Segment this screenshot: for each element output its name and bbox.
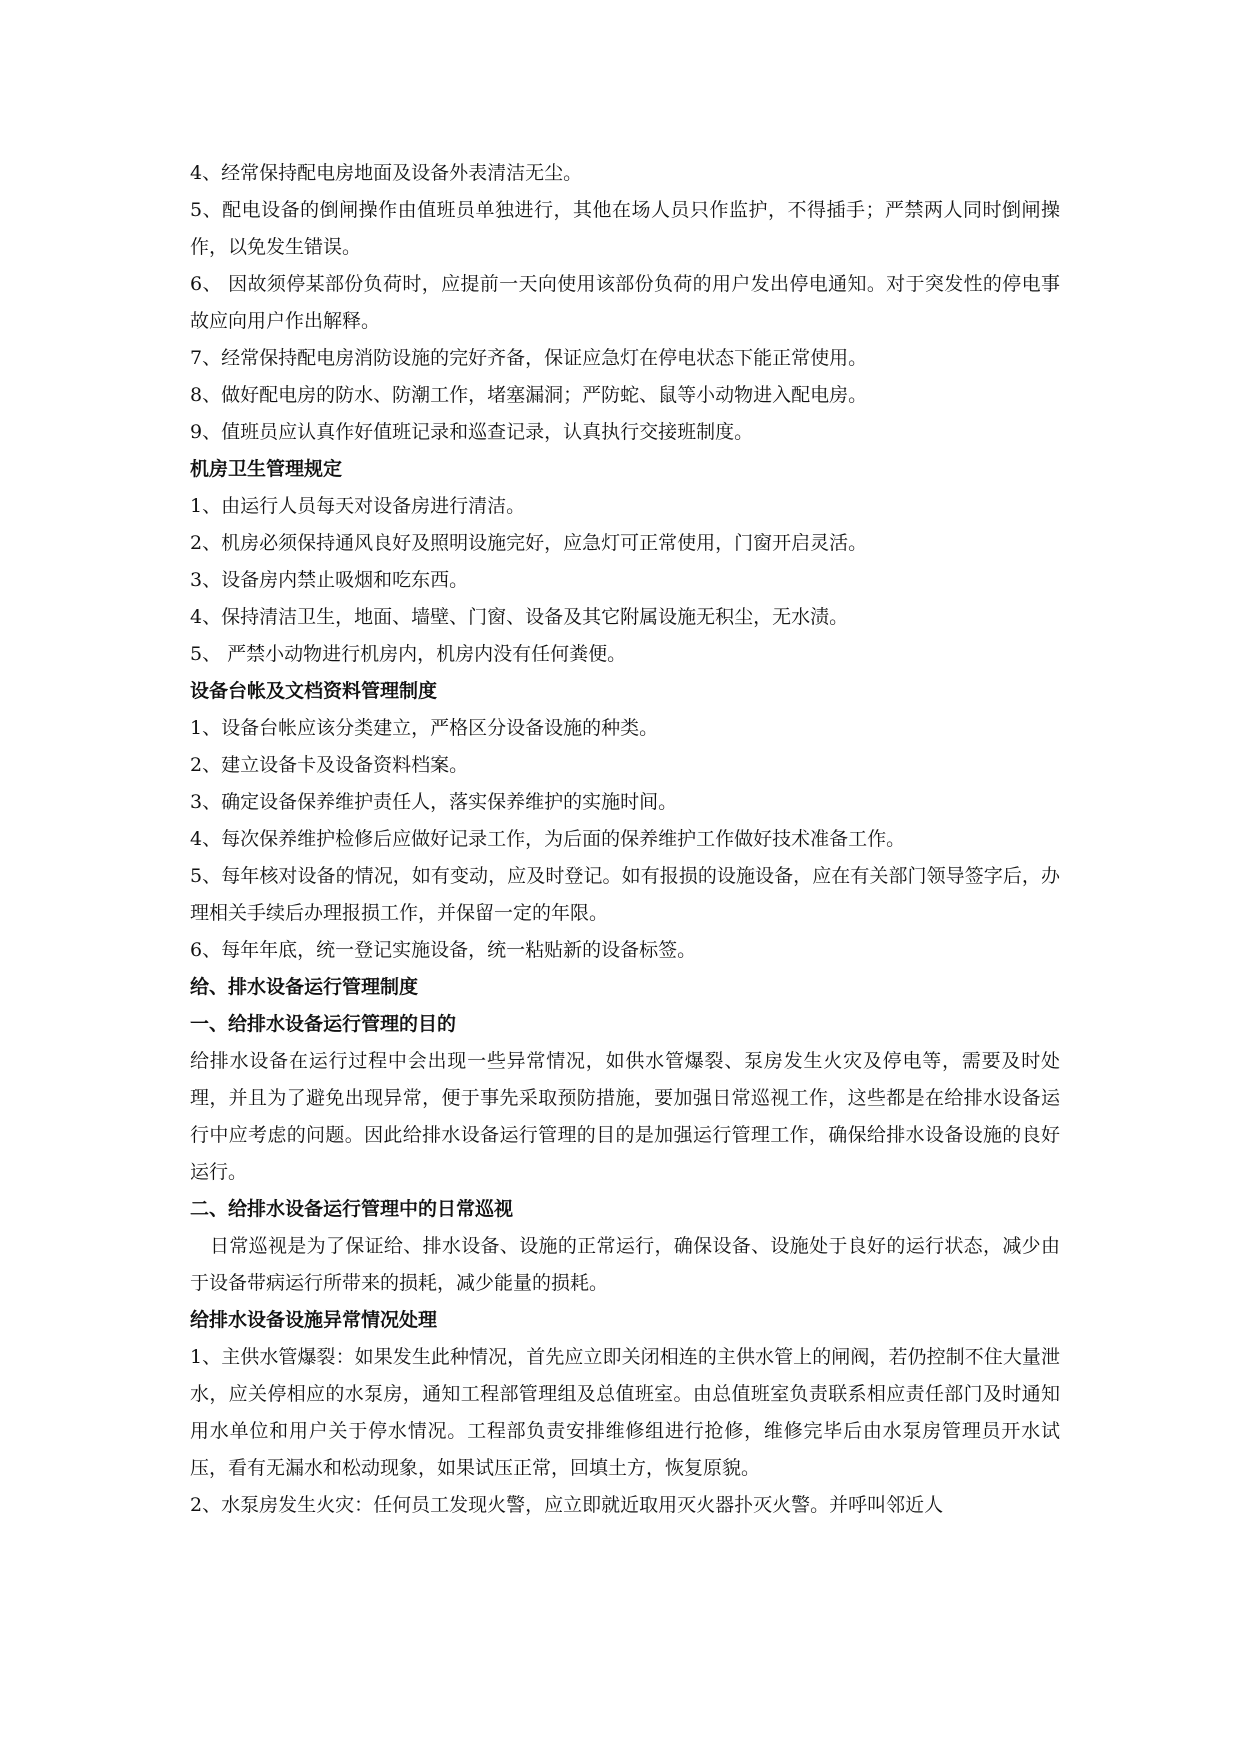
paragraph: 1、主供水管爆裂：如果发生此种情况，首先应立即关闭相连的主供水管上的闸阀，若仍控制不住大量泄水，应关停相应的水泵房，通知工程部管理组及总值班室。由总值班室负责联系相应责任部门及时通知用水单位和用户关于停水情况。工程部负责安排维修组进行抢修，维修完毕后由水泵房管理员开水试压，看有无漏水和松动现象，如果试压正常，回填土方，恢复原貌。 [190,1346,1060,1479]
paragraph: 2、水泵房发生火灾：任何员工发现火警，应立即就近取用灭火器扑灭火警。并呼叫邻近人 [190,1494,944,1516]
paragraph: 8、做好配电房的防水、防潮工作，堵塞漏洞；严防蛇、鼠等小动物进入配电房。 [190,384,868,406]
document-body [190,155,1060,1524]
paragraph: 1、设备台帐应该分类建立，严格区分设备设施的种类。 [190,717,659,739]
paragraph: 6、 因故须停某部份负荷时，应提前一天向使用该部份负荷的用户发出停电通知。对于突发性的停电事故应向用户作出解释。 [190,273,1060,332]
paragraph: 9、值班员应认真作好值班记录和巡查记录，认真执行交接班制度。 [190,421,754,443]
paragraph: 4、每次保养维护检修后应做好记录工作，为后面的保养维护工作做好技术准备工作。 [190,828,906,850]
paragraph: 7、经常保持配电房消防设施的完好齐备，保证应急灯在停电状态下能正常使用。 [190,347,868,369]
paragraph: 4、保持清洁卫生，地面、墙壁、门窗、设备及其它附属设施无积尘，无水渍。 [190,606,849,628]
paragraph: 5、每年核对设备的情况，如有变动，应及时登记。如有报损的设施设备，应在有关部门领导签字后，办理相关手续后办理报损工作，并保留一定的年限。 [190,865,1060,924]
section-heading: 设备台帐及文档资料管理制度 [190,680,438,702]
paragraph: 3、设备房内禁止吸烟和吃东西。 [190,569,469,591]
paragraph: 日常巡视是为了保证给、排水设备、设施的正常运行，确保设备、设施处于良好的运行状态，减少由于设备带病运行所带来的损耗，减少能量的损耗。 [190,1235,1060,1294]
paragraph: 5、 严禁小动物进行机房内，机房内没有任何粪便。 [190,643,627,665]
paragraph: 1、由运行人员每天对设备房进行清洁。 [190,495,526,517]
paragraph: 6、每年年底，统一登记实施设备，统一粘贴新的设备标签。 [190,939,697,961]
subsection-heading: 二、给排水设备运行管理中的日常巡视 [190,1198,514,1220]
paragraph: 4、经常保持配电房地面及设备外表清洁无尘。 [190,162,583,184]
paragraph: 2、机房必须保持通风良好及照明设施完好，应急灯可正常使用，门窗开启灵活。 [190,532,868,554]
section-heading: 机房卫生管理规定 [190,458,343,480]
subsection-heading: 一、给排水设备运行管理的目的 [190,1013,457,1035]
paragraph: 给排水设备在运行过程中会出现一些异常情况，如供水管爆裂、泵房发生火灾及停电等，需要及时处理，并且为了避免出现异常，便于事先采取预防措施，要加强日常巡视工作，这些都是在给排水设备运行中应考虑的问题。因此给排水设备运行管理的目的是加强运行管理工作，确保给排水设备设施的良好运行。 [190,1050,1060,1183]
paragraph: 5、配电设备的倒闸操作由值班员单独进行，其他在场人员只作监护，不得插手；严禁两人同时倒闸操作，以免发生错误。 [190,199,1060,258]
section-heading: 给、排水设备运行管理制度 [190,976,419,998]
paragraph: 2、建立设备卡及设备资料档案。 [190,754,469,776]
section-heading: 给排水设备设施异常情况处理 [190,1309,438,1331]
paragraph: 3、确定设备保养维护责任人，落实保养维护的实施时间。 [190,791,678,813]
